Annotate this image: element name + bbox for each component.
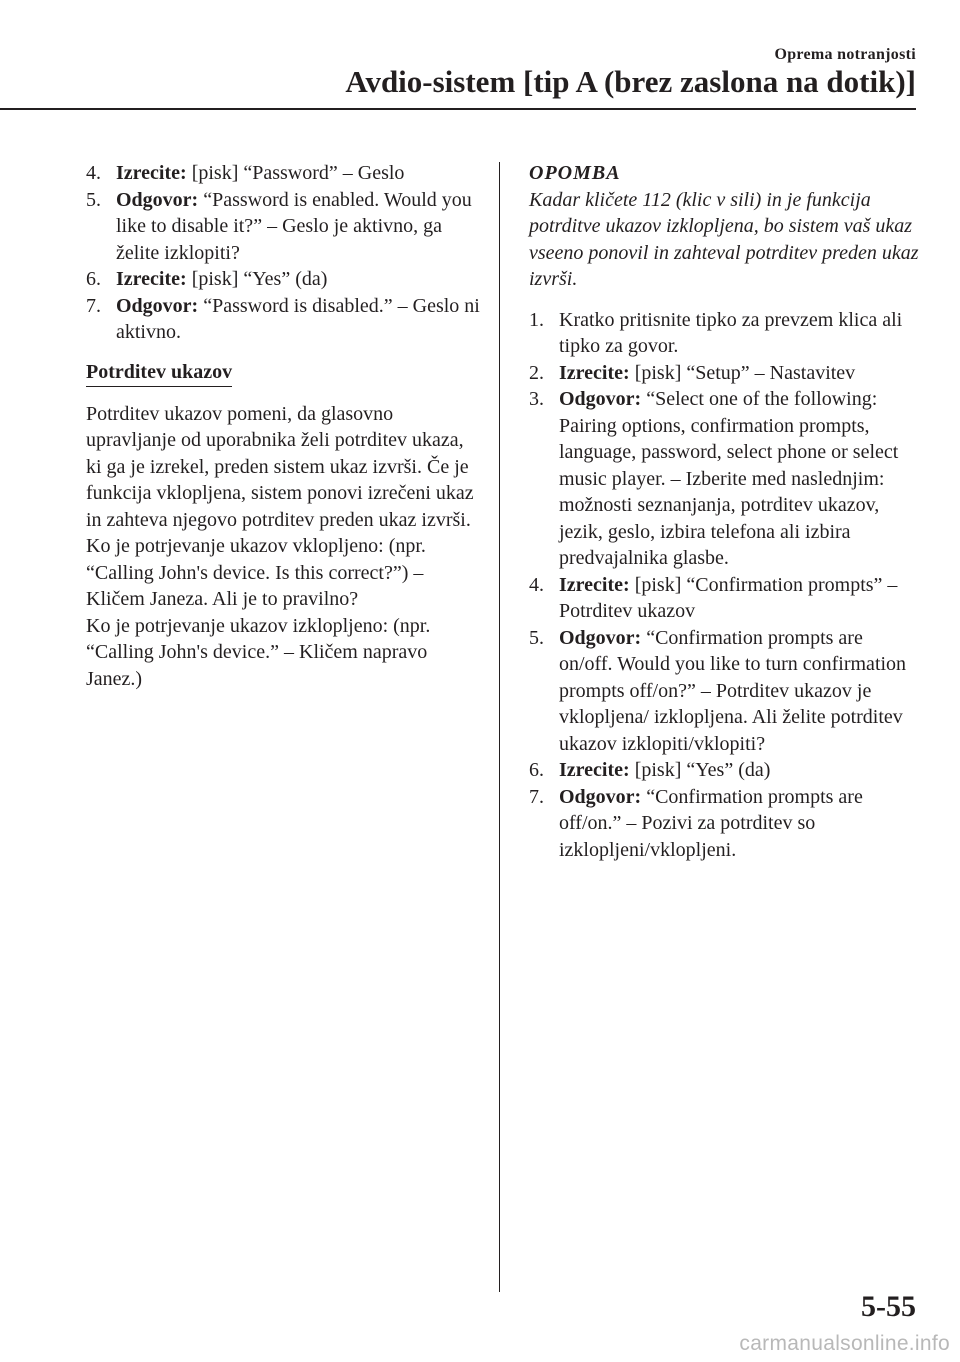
step-number: 4. [529,573,544,596]
step-number: 3. [529,388,544,410]
step-number: 7. [529,785,544,808]
step-label: Izrecite: [559,361,630,384]
paragraph-intro: Potrditev ukazov pomeni, da glasovno upravljanje od uporabnika želi potrditev ukaza, ki ga je izrekel, preden sistem ukaz izvrši. Če je funkcija vklopljena, sistem ponovi izrečeni ukaz in zahteva njegovo potrditev preden ukaz izvrši. [86,402,474,531]
step-item [86,293,481,346]
step-number: 6. [86,268,101,290]
step-body [559,386,919,572]
step-body [116,266,481,293]
step-text: “Password is disabled.” – Geslo ni aktivno. [116,294,480,343]
step-body [116,293,481,346]
right-column [529,160,919,863]
paragraph-disabled: Ko je potrjevanje ukazov izklopljeno: (npr. “Calling John's device.” – Kličem napravo Janez.) [86,614,431,690]
header-rule [0,108,916,110]
step-text: “Confirmation prompts are off/on.” – Pozivi za potrditev so izklopljeni/vklopljeni. [559,785,863,861]
step-number: 6. [529,759,544,781]
step-text: “Confirmation prompts are on/off. Would you like to turn confirmation prompts off/on?” – Potrditev ukazov je vklopljena/ izklopljena. Ali želite potrditev ukazov izklopiti/vklopiti? [559,626,907,755]
step-text: [pisk] “Yes” (da) [186,268,328,290]
step-text: “Select one of the following: Pairing options, confirmation prompts, language, password, select phone or select music player. – Izberite med naslednjim: možnosti seznanjanja, potrditev ukazov, jezik, geslo, izbira telefona ali izbira predvajalnika glasbe. [559,388,899,569]
step-item [529,360,919,387]
step-item [529,386,919,572]
step-number: 7. [86,294,101,317]
step-text: Kratko pritisnite tipko za prevzem klica ali tipko za govor. [559,308,903,357]
step-number: 2. [529,361,544,384]
step-text: [pisk] “Setup” – Nastavitev [629,361,856,384]
note-title: OPOMBA [529,162,621,184]
step-item [529,625,919,758]
step-body [116,160,481,187]
step-body [559,784,919,864]
step-text: “Password is enabled. Would you like to disable it?” – Geslo je aktivno, ga želite izklopiti? [116,188,472,264]
left-steps [86,160,481,346]
page-title: Avdio-sistem [tip A (brez zaslona na dotik)] [345,64,916,99]
step-body [559,572,919,625]
step-body [559,307,919,360]
step-label: Izrecite: [559,759,630,781]
section-heading: Potrditev ukazov [86,360,232,387]
step-item [529,784,919,864]
step-text: [pisk] “Confirmation prompts” – Potrditev ukazov [559,573,898,622]
step-label: Izrecite: [559,573,630,596]
step-item [529,757,919,784]
page-number: 5-55 [861,1290,916,1323]
step-label: Izrecite: [116,268,187,290]
header-section-label: Oprema notranjosti [774,46,916,63]
watermark: carmanualsonline.info [739,1332,950,1355]
column-divider [499,162,500,1292]
step-label: Odgovor: [116,294,199,317]
step-label: Odgovor: [559,785,642,808]
step-body [559,360,919,387]
step-text: [pisk] “Password” – Geslo [186,162,405,184]
left-column [86,160,481,692]
step-item [529,572,919,625]
step-body [116,187,481,267]
paragraph-enabled: Ko je potrjevanje ukazov vklopljeno: (npr. “Calling John's device. Is this correct?”) – Kličem Janeza. Ali je to pravilno? [86,535,426,610]
step-label: Odgovor: [559,388,642,410]
step-item [86,266,481,293]
step-number: 4. [86,162,101,184]
step-item [86,160,481,187]
step-number: 5. [86,188,101,211]
step-item [86,187,481,267]
note-text: Kadar kličete 112 (klic v sili) in je funkcija potrditve ukazov izklopljena, bo sistem vaš ukaz vseeno ponovil in zahteval potrditev preden ukaz izvrši. [529,188,919,290]
step-item [529,307,919,360]
step-body [559,757,919,784]
right-steps [529,307,919,864]
step-label: Odgovor: [559,626,642,649]
step-label: Odgovor: [116,188,199,211]
step-label: Izrecite: [116,162,187,184]
step-number: 5. [529,626,544,649]
step-number: 1. [529,308,544,331]
step-text: [pisk] “Yes” (da) [629,759,771,781]
step-body [559,625,919,758]
